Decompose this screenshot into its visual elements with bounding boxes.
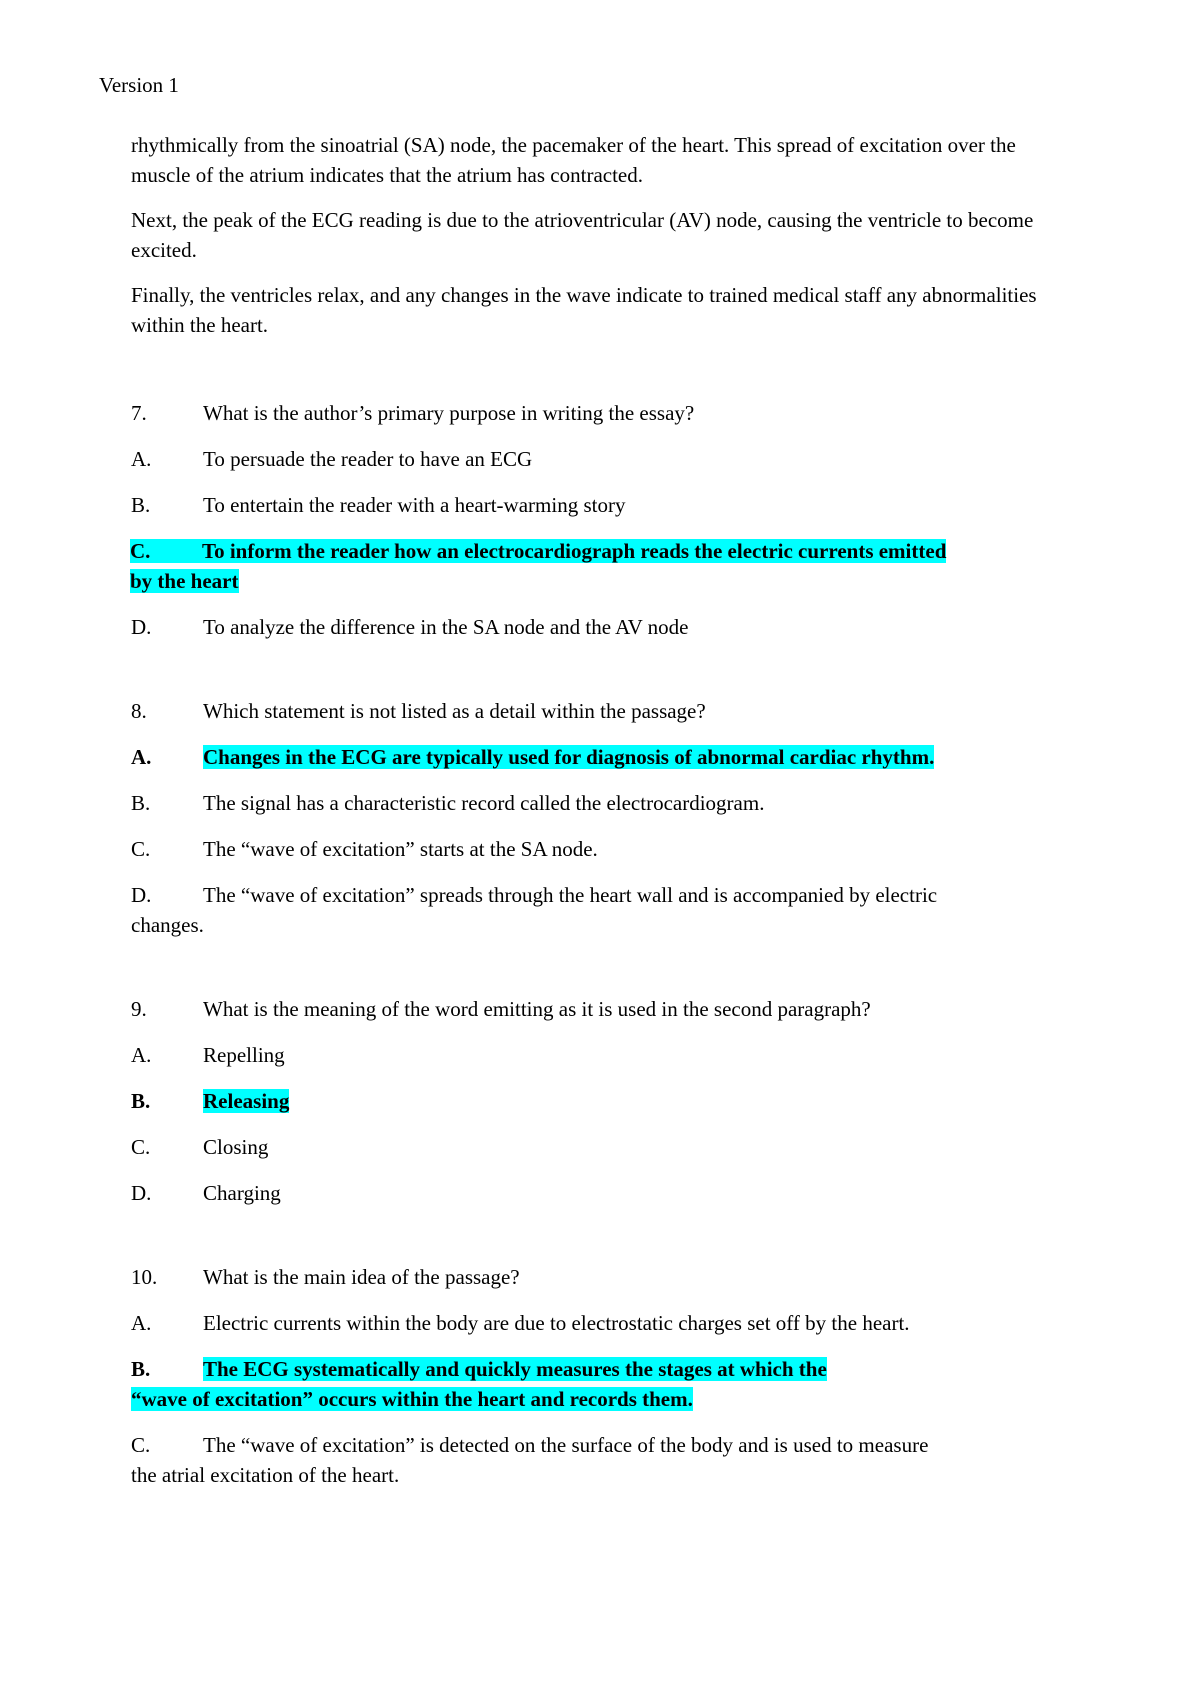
question-stem (131, 994, 1071, 1024)
option-text-continued: changes. (131, 913, 204, 937)
answer-option (131, 1430, 1071, 1490)
document-content (131, 130, 1071, 1506)
option-letter: D. (131, 1181, 152, 1205)
answer-option (131, 444, 1071, 474)
correct-answer-option (131, 742, 1071, 772)
question-text: What is the meaning of the word emitting as it is used in the second paragraph? (203, 997, 871, 1021)
answer-option (131, 1132, 1071, 1162)
passage-paragraph: rhythmically from the sinoatrial (SA) node, the pacemaker of the heart. This spread of excitation over the muscle of the atrium indicates that the atrium has contracted. (131, 133, 1016, 187)
option-text: To entertain the reader with a heart-warming story (203, 493, 626, 517)
passage-paragraph: Next, the peak of the ECG reading is due to the atrioventricular (AV) node, causing the ventricle to become excited. (131, 208, 1034, 262)
option-text: The “wave of excitation” starts at the SA node. (203, 837, 598, 861)
option-text-continued: the atrial excitation of the heart. (131, 1463, 400, 1487)
option-text: To analyze the difference in the SA node and the AV node (203, 615, 689, 639)
option-text: To inform the reader how an electrocardiograph reads the electric currents emitted (202, 539, 947, 563)
option-text: The signal has a characteristic record called the electrocardiogram. (203, 791, 765, 815)
question-7 (131, 398, 1071, 642)
option-text: Changes in the ECG are typically used for diagnosis of abnormal cardiac rhythm. (203, 745, 935, 769)
passage-paragraph: Finally, the ventricles relax, and any changes in the wave indicate to trained medical staff any abnormalities within the heart. (131, 283, 1037, 337)
question-stem (131, 696, 1071, 726)
question-number: 10. (131, 1265, 158, 1289)
version-header: Version 1 (99, 73, 179, 97)
option-text: Repelling (203, 1043, 285, 1067)
question-number: 7. (131, 401, 147, 425)
option-text: The “wave of excitation” spreads through the heart wall and is accompanied by electric (203, 883, 938, 907)
option-text: Releasing (203, 1089, 290, 1113)
correct-answer-option (130, 536, 1071, 596)
correct-answer-option (131, 1086, 1071, 1116)
option-text: To persuade the reader to have an ECG (203, 447, 533, 471)
option-letter: A. (131, 447, 152, 471)
question-number: 8. (131, 699, 147, 723)
answer-option (131, 1040, 1071, 1070)
question-text: Which statement is not listed as a detail within the passage? (203, 699, 706, 723)
option-letter: B. (131, 791, 151, 815)
option-text-continued: “wave of excitation” occurs within the heart and records them. (131, 1387, 693, 1411)
question-number: 9. (131, 997, 147, 1021)
option-letter: B. (131, 1357, 151, 1381)
answer-option (131, 880, 1071, 940)
option-letter: C. (130, 539, 151, 563)
option-letter: D. (131, 883, 152, 907)
question-text: What is the author’s primary purpose in writing the essay? (203, 401, 695, 425)
answer-option (131, 612, 1071, 642)
option-letter: B. (131, 493, 151, 517)
option-text: Closing (203, 1135, 269, 1159)
option-letter: C. (131, 1433, 151, 1457)
answer-highlight (130, 539, 946, 563)
option-letter: C. (131, 837, 151, 861)
option-text: The ECG systematically and quickly measures the stages at which the (203, 1357, 827, 1381)
answer-option (131, 1308, 1071, 1338)
answer-option (131, 490, 1071, 520)
answer-option (131, 834, 1071, 864)
answer-option (131, 1178, 1071, 1208)
option-text-continued: by the heart (130, 569, 239, 593)
correct-answer-option (131, 1354, 1071, 1414)
answer-option (131, 788, 1071, 818)
question-10 (131, 1262, 1071, 1490)
option-text: The “wave of excitation” is detected on the surface of the body and is used to measure (203, 1433, 929, 1457)
question-9 (131, 994, 1071, 1208)
question-stem (131, 398, 1071, 428)
option-text: Charging (203, 1181, 281, 1205)
question-text: What is the main idea of the passage? (203, 1265, 520, 1289)
option-letter: A. (131, 1311, 152, 1335)
option-letter: C. (131, 1135, 151, 1159)
question-8 (131, 696, 1071, 940)
option-text: Electric currents within the body are due to electrostatic charges set off by the heart. (203, 1311, 910, 1335)
question-stem (131, 1262, 1071, 1292)
option-letter: B. (131, 1089, 151, 1113)
option-letter: A. (131, 1043, 152, 1067)
option-letter: A. (131, 745, 152, 769)
option-letter: D. (131, 615, 152, 639)
